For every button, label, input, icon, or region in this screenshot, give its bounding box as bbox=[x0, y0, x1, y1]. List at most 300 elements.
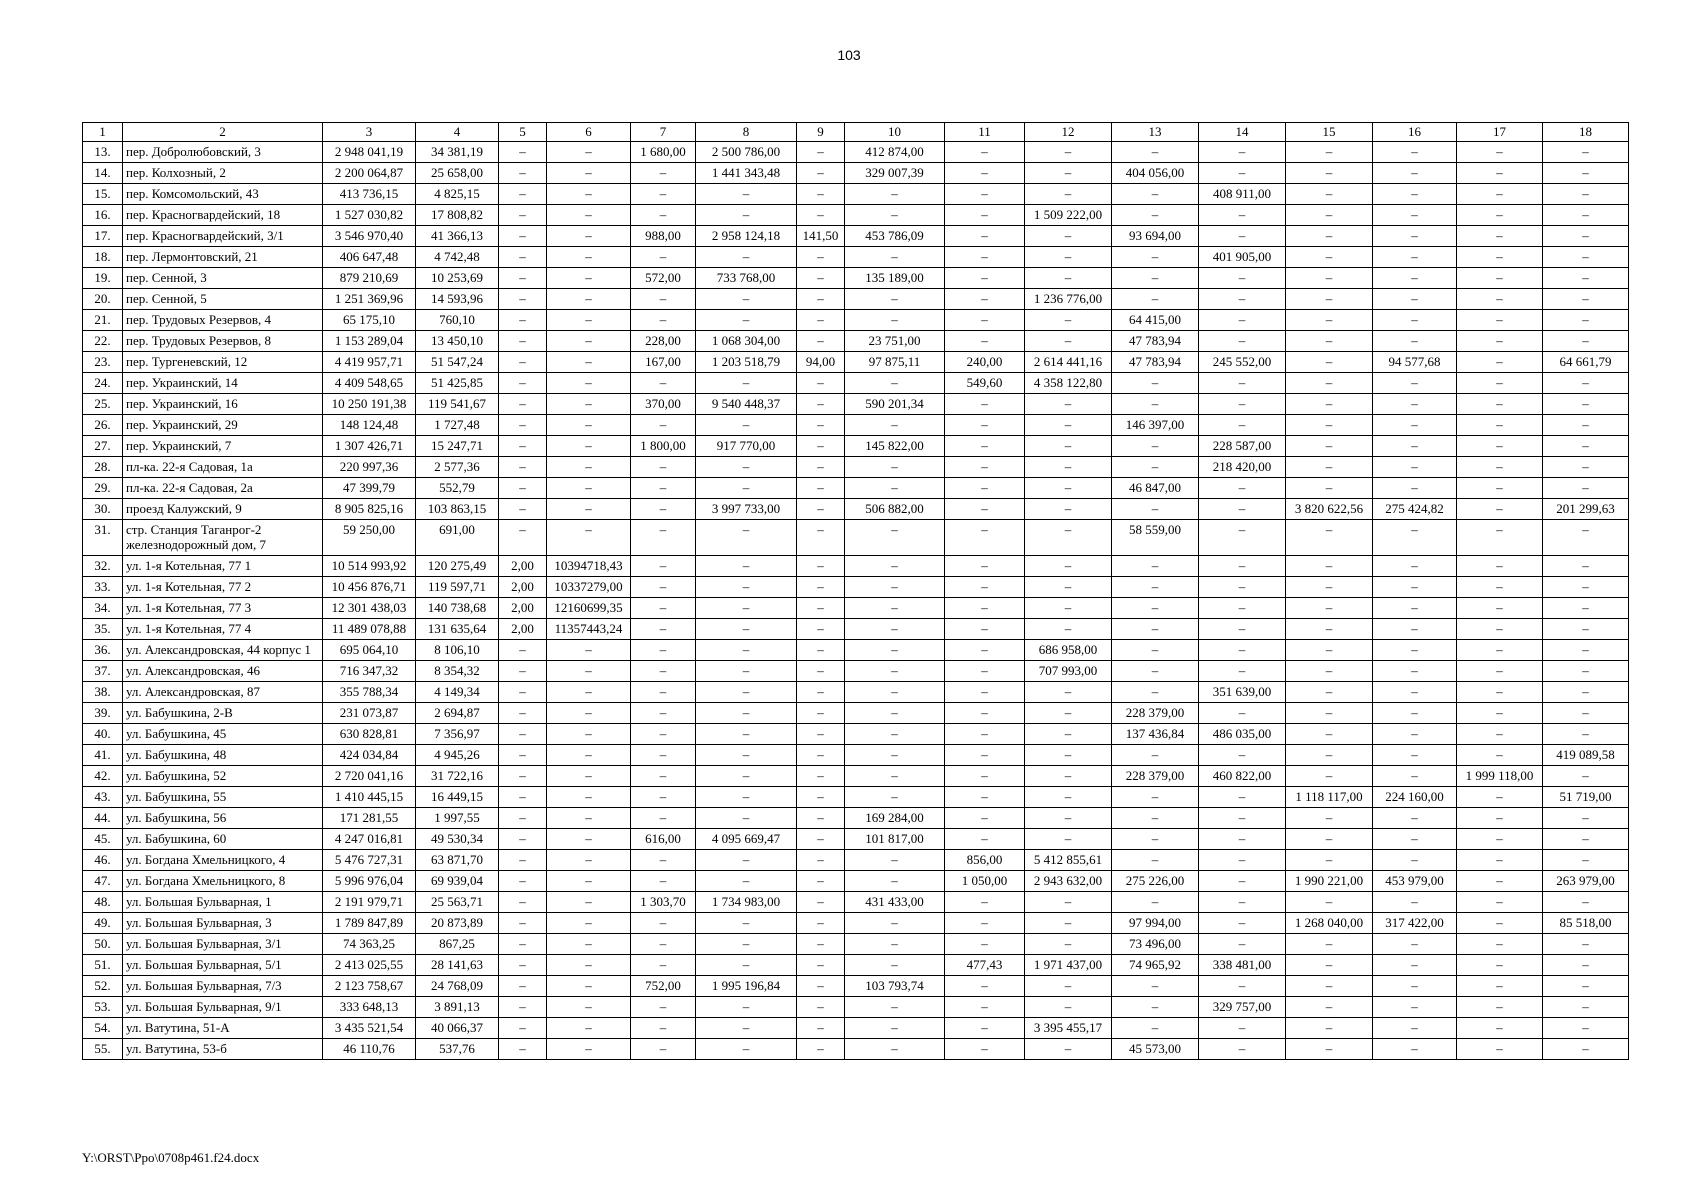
value-cell: 408 911,00 bbox=[1199, 184, 1286, 205]
footer-file-path: Y:\ORST\Ppo\0708p461.f24.docx bbox=[82, 1150, 260, 1165]
value-cell: – bbox=[1457, 205, 1543, 226]
header-cell: 17 bbox=[1457, 123, 1543, 142]
value-cell: 4 825,15 bbox=[416, 184, 499, 205]
value-cell: 1 307 426,71 bbox=[323, 436, 416, 457]
value-cell: – bbox=[845, 1039, 945, 1060]
value-cell: – bbox=[1457, 163, 1543, 184]
value-cell: – bbox=[1025, 247, 1112, 268]
value-cell: – bbox=[499, 787, 547, 808]
value-cell: – bbox=[1112, 205, 1199, 226]
header-cell: 10 bbox=[845, 123, 945, 142]
value-cell: – bbox=[845, 289, 945, 310]
value-cell: – bbox=[547, 457, 631, 478]
row-number: 34. bbox=[83, 598, 123, 619]
row-number: 33. bbox=[83, 577, 123, 598]
value-cell: – bbox=[1373, 415, 1457, 436]
value-cell: – bbox=[1543, 955, 1629, 976]
value-cell: – bbox=[631, 997, 696, 1018]
value-cell: – bbox=[547, 352, 631, 373]
value-cell: – bbox=[499, 163, 547, 184]
value-cell: 1 997,55 bbox=[416, 808, 499, 829]
value-cell: – bbox=[1373, 184, 1457, 205]
table-row bbox=[83, 184, 1629, 205]
header-cell: 3 bbox=[323, 123, 416, 142]
value-cell: – bbox=[1286, 703, 1373, 724]
value-cell: – bbox=[499, 226, 547, 247]
value-cell: 228,00 bbox=[631, 331, 696, 352]
table-row bbox=[83, 892, 1629, 913]
value-cell: – bbox=[797, 682, 845, 703]
table-row bbox=[83, 850, 1629, 871]
table-row bbox=[83, 289, 1629, 310]
value-cell: – bbox=[945, 640, 1025, 661]
table-row bbox=[83, 394, 1629, 415]
row-number: 21. bbox=[83, 310, 123, 331]
value-cell: – bbox=[797, 619, 845, 640]
value-cell: 16 449,15 bbox=[416, 787, 499, 808]
value-cell: – bbox=[1286, 934, 1373, 955]
value-cell: 686 958,00 bbox=[1025, 640, 1112, 661]
value-cell: – bbox=[1373, 955, 1457, 976]
value-cell: – bbox=[1199, 850, 1286, 871]
value-cell: – bbox=[696, 766, 797, 787]
value-cell: – bbox=[797, 436, 845, 457]
value-cell: – bbox=[797, 205, 845, 226]
value-cell: – bbox=[1025, 997, 1112, 1018]
address-cell: пер. Украинский, 14 bbox=[123, 373, 323, 394]
table-row bbox=[83, 976, 1629, 997]
value-cell: 2 958 124,18 bbox=[696, 226, 797, 247]
address-cell: ул. Большая Бульварная, 1 bbox=[123, 892, 323, 913]
table-row bbox=[83, 913, 1629, 934]
value-cell: – bbox=[845, 640, 945, 661]
value-cell: 370,00 bbox=[631, 394, 696, 415]
value-cell: – bbox=[1373, 976, 1457, 997]
value-cell: – bbox=[696, 577, 797, 598]
value-cell: 406 647,48 bbox=[323, 247, 416, 268]
value-cell: – bbox=[797, 331, 845, 352]
value-cell: 45 573,00 bbox=[1112, 1039, 1199, 1060]
value-cell: – bbox=[696, 457, 797, 478]
value-cell: 691,00 bbox=[416, 520, 499, 556]
value-cell: – bbox=[1112, 598, 1199, 619]
value-cell: 1 410 445,15 bbox=[323, 787, 416, 808]
value-cell: – bbox=[797, 457, 845, 478]
address-cell: пер. Украинский, 7 bbox=[123, 436, 323, 457]
value-cell: 2 500 786,00 bbox=[696, 142, 797, 163]
header-cell: 4 bbox=[416, 123, 499, 142]
address-cell: ул. Бабушкина, 52 bbox=[123, 766, 323, 787]
value-cell: – bbox=[1286, 640, 1373, 661]
value-cell: – bbox=[1199, 1018, 1286, 1039]
value-cell: – bbox=[1286, 394, 1373, 415]
value-cell: 145 822,00 bbox=[845, 436, 945, 457]
value-cell: – bbox=[547, 373, 631, 394]
value-cell: – bbox=[1199, 331, 1286, 352]
value-cell: 41 366,13 bbox=[416, 226, 499, 247]
value-cell: – bbox=[1286, 808, 1373, 829]
value-cell: – bbox=[1543, 934, 1629, 955]
value-cell: 47 399,79 bbox=[323, 478, 416, 499]
row-number: 42. bbox=[83, 766, 123, 787]
value-cell: 329 007,39 bbox=[845, 163, 945, 184]
row-number: 28. bbox=[83, 457, 123, 478]
value-cell: 103 863,15 bbox=[416, 499, 499, 520]
value-cell: – bbox=[631, 310, 696, 331]
value-cell: – bbox=[1199, 142, 1286, 163]
table-row bbox=[83, 703, 1629, 724]
value-cell: – bbox=[1373, 520, 1457, 556]
value-cell: – bbox=[499, 997, 547, 1018]
value-cell: – bbox=[547, 934, 631, 955]
value-cell: 413 736,15 bbox=[323, 184, 416, 205]
value-cell: 716 347,32 bbox=[323, 661, 416, 682]
value-cell: – bbox=[631, 640, 696, 661]
value-cell: 2 577,36 bbox=[416, 457, 499, 478]
address-cell: пер. Сенной, 3 bbox=[123, 268, 323, 289]
value-cell: – bbox=[631, 808, 696, 829]
value-cell: – bbox=[1025, 598, 1112, 619]
row-number: 47. bbox=[83, 871, 123, 892]
table-row bbox=[83, 934, 1629, 955]
row-number: 44. bbox=[83, 808, 123, 829]
value-cell: – bbox=[1025, 619, 1112, 640]
value-cell: – bbox=[631, 661, 696, 682]
value-cell: 146 397,00 bbox=[1112, 415, 1199, 436]
row-number: 37. bbox=[83, 661, 123, 682]
value-cell: 131 635,64 bbox=[416, 619, 499, 640]
value-cell: – bbox=[1025, 976, 1112, 997]
row-number: 19. bbox=[83, 268, 123, 289]
header-cell: 15 bbox=[1286, 123, 1373, 142]
value-cell: – bbox=[696, 997, 797, 1018]
value-cell: – bbox=[1543, 226, 1629, 247]
value-cell: 1 971 437,00 bbox=[1025, 955, 1112, 976]
value-cell: – bbox=[1286, 520, 1373, 556]
value-cell: – bbox=[1199, 520, 1286, 556]
value-cell: – bbox=[696, 787, 797, 808]
value-cell: 351 639,00 bbox=[1199, 682, 1286, 703]
value-cell: – bbox=[1457, 415, 1543, 436]
value-cell: – bbox=[797, 478, 845, 499]
value-cell: – bbox=[1457, 520, 1543, 556]
row-number: 54. bbox=[83, 1018, 123, 1039]
value-cell: – bbox=[547, 499, 631, 520]
row-number: 48. bbox=[83, 892, 123, 913]
value-cell: – bbox=[1199, 976, 1286, 997]
value-cell: – bbox=[499, 892, 547, 913]
value-cell: – bbox=[1543, 520, 1629, 556]
value-cell: – bbox=[845, 913, 945, 934]
value-cell: – bbox=[499, 310, 547, 331]
address-cell: пер. Комсомольский, 43 bbox=[123, 184, 323, 205]
value-cell: – bbox=[1373, 724, 1457, 745]
value-cell: 1 727,48 bbox=[416, 415, 499, 436]
value-cell: – bbox=[696, 556, 797, 577]
value-cell: – bbox=[631, 913, 696, 934]
value-cell: 12 301 438,03 bbox=[323, 598, 416, 619]
value-cell: – bbox=[1373, 745, 1457, 766]
value-cell: – bbox=[547, 520, 631, 556]
value-cell: – bbox=[547, 163, 631, 184]
value-cell: – bbox=[499, 850, 547, 871]
value-cell: – bbox=[499, 268, 547, 289]
value-cell: – bbox=[1373, 163, 1457, 184]
value-cell: – bbox=[797, 142, 845, 163]
value-cell: – bbox=[1457, 352, 1543, 373]
value-cell: – bbox=[945, 661, 1025, 682]
row-number: 43. bbox=[83, 787, 123, 808]
value-cell: 135 189,00 bbox=[845, 268, 945, 289]
value-cell: – bbox=[1112, 829, 1199, 850]
value-cell: – bbox=[631, 934, 696, 955]
value-cell: – bbox=[1286, 289, 1373, 310]
header-cell: 7 bbox=[631, 123, 696, 142]
address-cell: ул. Ватутина, 51-А bbox=[123, 1018, 323, 1039]
value-cell: – bbox=[547, 394, 631, 415]
value-cell: – bbox=[499, 415, 547, 436]
value-cell: – bbox=[797, 934, 845, 955]
value-cell: – bbox=[1199, 163, 1286, 184]
value-cell: – bbox=[797, 577, 845, 598]
value-cell: – bbox=[1286, 331, 1373, 352]
value-cell: – bbox=[945, 499, 1025, 520]
value-cell: – bbox=[499, 829, 547, 850]
value-cell: – bbox=[499, 871, 547, 892]
value-cell: – bbox=[631, 415, 696, 436]
value-cell: 240,00 bbox=[945, 352, 1025, 373]
value-cell: – bbox=[1286, 766, 1373, 787]
value-cell: 2 191 979,71 bbox=[323, 892, 416, 913]
value-cell: – bbox=[499, 373, 547, 394]
value-cell: – bbox=[1543, 331, 1629, 352]
value-cell: – bbox=[1199, 787, 1286, 808]
value-cell: 8 905 825,16 bbox=[323, 499, 416, 520]
row-number: 36. bbox=[83, 640, 123, 661]
value-cell: – bbox=[797, 247, 845, 268]
value-cell: – bbox=[547, 913, 631, 934]
value-cell: – bbox=[797, 415, 845, 436]
value-cell: 17 808,82 bbox=[416, 205, 499, 226]
value-cell: 9 540 448,37 bbox=[696, 394, 797, 415]
value-cell: – bbox=[1457, 976, 1543, 997]
value-cell: – bbox=[1373, 142, 1457, 163]
value-cell: – bbox=[1543, 415, 1629, 436]
table-row bbox=[83, 577, 1629, 598]
row-number: 50. bbox=[83, 934, 123, 955]
value-cell: 120 275,49 bbox=[416, 556, 499, 577]
value-cell: – bbox=[1457, 913, 1543, 934]
value-cell: 20 873,89 bbox=[416, 913, 499, 934]
value-cell: – bbox=[797, 1018, 845, 1039]
value-cell: – bbox=[1112, 1018, 1199, 1039]
value-cell: – bbox=[797, 499, 845, 520]
value-cell: – bbox=[797, 640, 845, 661]
value-cell: – bbox=[1112, 682, 1199, 703]
header-cell: 2 bbox=[123, 123, 323, 142]
value-cell: – bbox=[1543, 289, 1629, 310]
value-cell: – bbox=[547, 1018, 631, 1039]
value-cell: – bbox=[1286, 415, 1373, 436]
table-row bbox=[83, 556, 1629, 577]
value-cell: – bbox=[1457, 997, 1543, 1018]
value-cell: – bbox=[1025, 226, 1112, 247]
value-cell: – bbox=[1543, 247, 1629, 268]
address-cell: проезд Калужский, 9 bbox=[123, 499, 323, 520]
value-cell: – bbox=[797, 394, 845, 415]
value-cell: 2,00 bbox=[499, 577, 547, 598]
value-cell: – bbox=[547, 184, 631, 205]
value-cell: 1 527 030,82 bbox=[323, 205, 416, 226]
value-cell: – bbox=[1373, 808, 1457, 829]
value-cell: – bbox=[547, 478, 631, 499]
value-cell: – bbox=[1286, 226, 1373, 247]
value-cell: 4 149,34 bbox=[416, 682, 499, 703]
address-cell: ул. Александровская, 44 корпус 1 bbox=[123, 640, 323, 661]
value-cell: – bbox=[1286, 598, 1373, 619]
value-cell: – bbox=[945, 436, 1025, 457]
address-cell: ул. Большая Бульварная, 3 bbox=[123, 913, 323, 934]
value-cell: – bbox=[797, 787, 845, 808]
value-cell: – bbox=[945, 913, 1025, 934]
table-row bbox=[83, 436, 1629, 457]
value-cell: 856,00 bbox=[945, 850, 1025, 871]
value-cell: – bbox=[945, 745, 1025, 766]
value-cell: – bbox=[1025, 415, 1112, 436]
value-cell: – bbox=[1457, 1039, 1543, 1060]
value-cell: – bbox=[696, 661, 797, 682]
value-cell: – bbox=[499, 142, 547, 163]
value-cell: – bbox=[631, 787, 696, 808]
value-cell: 25 658,00 bbox=[416, 163, 499, 184]
value-cell: – bbox=[631, 724, 696, 745]
value-cell: – bbox=[1025, 703, 1112, 724]
value-cell: – bbox=[1373, 205, 1457, 226]
value-cell: – bbox=[1286, 457, 1373, 478]
value-cell: – bbox=[1543, 808, 1629, 829]
address-cell: ул. Бабушкина, 45 bbox=[123, 724, 323, 745]
value-cell: – bbox=[1457, 289, 1543, 310]
row-number: 23. bbox=[83, 352, 123, 373]
value-cell: – bbox=[547, 808, 631, 829]
value-cell: – bbox=[1112, 808, 1199, 829]
value-cell: – bbox=[631, 457, 696, 478]
value-cell: – bbox=[945, 289, 1025, 310]
value-cell: 733 768,00 bbox=[696, 268, 797, 289]
value-cell: – bbox=[1112, 976, 1199, 997]
value-cell: 4 419 957,71 bbox=[323, 352, 416, 373]
value-cell: – bbox=[1373, 331, 1457, 352]
address-cell: ул. 1-я Котельная, 77 2 bbox=[123, 577, 323, 598]
value-cell: – bbox=[1457, 394, 1543, 415]
value-cell: 167,00 bbox=[631, 352, 696, 373]
value-cell: – bbox=[696, 205, 797, 226]
value-cell: – bbox=[1373, 934, 1457, 955]
table-row bbox=[83, 415, 1629, 436]
value-cell: 506 882,00 bbox=[845, 499, 945, 520]
value-cell: – bbox=[1286, 745, 1373, 766]
value-cell: 2 694,87 bbox=[416, 703, 499, 724]
value-cell: 616,00 bbox=[631, 829, 696, 850]
table-row bbox=[83, 682, 1629, 703]
value-cell: 141,50 bbox=[797, 226, 845, 247]
value-cell: – bbox=[631, 1018, 696, 1039]
address-cell: ул. 1-я Котельная, 77 3 bbox=[123, 598, 323, 619]
row-number: 17. bbox=[83, 226, 123, 247]
value-cell: – bbox=[1286, 184, 1373, 205]
value-cell: 1 251 369,96 bbox=[323, 289, 416, 310]
value-cell: – bbox=[1457, 745, 1543, 766]
value-cell: – bbox=[547, 724, 631, 745]
value-cell: – bbox=[945, 142, 1025, 163]
value-cell: 3 395 455,17 bbox=[1025, 1018, 1112, 1039]
row-number: 40. bbox=[83, 724, 123, 745]
table-row bbox=[83, 142, 1629, 163]
value-cell: – bbox=[1025, 1039, 1112, 1060]
table-row bbox=[83, 955, 1629, 976]
value-cell: – bbox=[696, 640, 797, 661]
table-row bbox=[83, 598, 1629, 619]
value-cell: – bbox=[499, 913, 547, 934]
value-cell: – bbox=[631, 850, 696, 871]
value-cell: – bbox=[631, 871, 696, 892]
value-cell: – bbox=[1199, 703, 1286, 724]
value-cell: 231 073,87 bbox=[323, 703, 416, 724]
value-cell: – bbox=[631, 955, 696, 976]
value-cell: – bbox=[1025, 577, 1112, 598]
row-number: 45. bbox=[83, 829, 123, 850]
value-cell: – bbox=[1199, 373, 1286, 394]
value-cell: – bbox=[547, 766, 631, 787]
value-cell: – bbox=[797, 745, 845, 766]
value-cell: – bbox=[499, 247, 547, 268]
value-cell: – bbox=[1457, 184, 1543, 205]
value-cell: – bbox=[1199, 598, 1286, 619]
address-cell: пер. Лермонтовский, 21 bbox=[123, 247, 323, 268]
value-cell: – bbox=[1373, 226, 1457, 247]
value-cell: 4 742,48 bbox=[416, 247, 499, 268]
value-cell: 572,00 bbox=[631, 268, 696, 289]
value-cell: – bbox=[1286, 619, 1373, 640]
value-cell: 477,43 bbox=[945, 955, 1025, 976]
header-cell: 6 bbox=[547, 123, 631, 142]
table-row bbox=[83, 871, 1629, 892]
value-cell: – bbox=[547, 289, 631, 310]
value-cell: 220 997,36 bbox=[323, 457, 416, 478]
value-cell: – bbox=[547, 226, 631, 247]
value-cell: 51 719,00 bbox=[1543, 787, 1629, 808]
table-row bbox=[83, 619, 1629, 640]
value-cell: 2 943 632,00 bbox=[1025, 871, 1112, 892]
value-cell: – bbox=[547, 331, 631, 352]
value-cell: 453 979,00 bbox=[1373, 871, 1457, 892]
value-cell: 34 381,19 bbox=[416, 142, 499, 163]
value-cell: – bbox=[945, 520, 1025, 556]
value-cell: 4 247 016,81 bbox=[323, 829, 416, 850]
value-cell: – bbox=[797, 850, 845, 871]
value-cell: 47 783,94 bbox=[1112, 352, 1199, 373]
value-cell: – bbox=[1286, 268, 1373, 289]
table-row bbox=[83, 205, 1629, 226]
value-cell: 10337279,00 bbox=[547, 577, 631, 598]
value-cell: – bbox=[1543, 457, 1629, 478]
address-cell: ул. Большая Бульварная, 9/1 bbox=[123, 997, 323, 1018]
value-cell: 5 412 855,61 bbox=[1025, 850, 1112, 871]
value-cell: – bbox=[1373, 598, 1457, 619]
value-cell: 1 789 847,89 bbox=[323, 913, 416, 934]
table-row bbox=[83, 766, 1629, 787]
value-cell: – bbox=[1286, 1039, 1373, 1060]
